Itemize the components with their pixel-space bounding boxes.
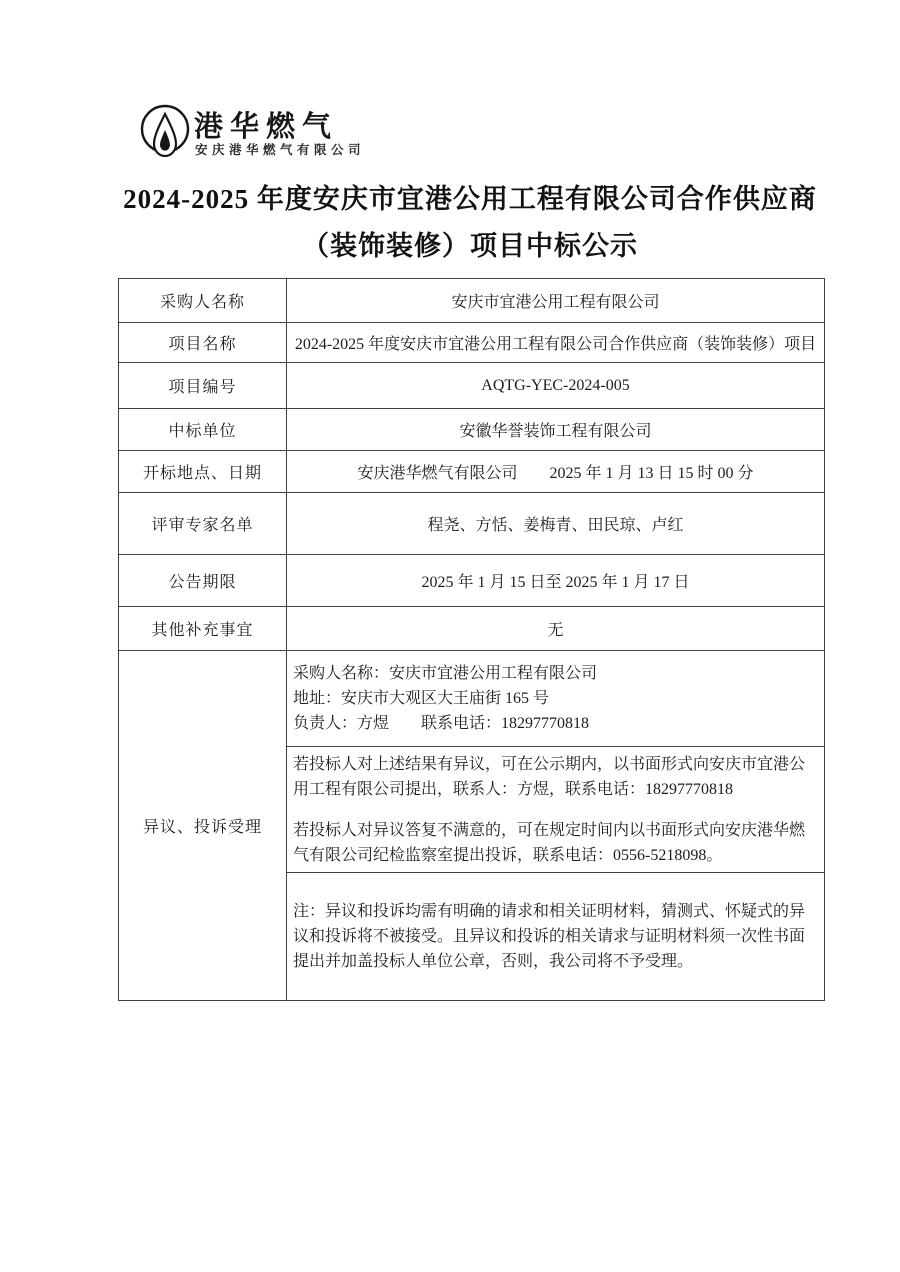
contact-line-address: 地址：安庆市大观区大王庙街 165 号 xyxy=(293,690,550,707)
table-row xyxy=(119,409,825,451)
row-label-objection: 异议、投诉受理 xyxy=(119,651,287,1001)
objection-contact-cell xyxy=(287,651,825,747)
page-title xyxy=(100,176,840,270)
row-label-purchaser: 采购人名称 xyxy=(119,279,287,323)
table-row xyxy=(119,651,825,747)
page-title-line2: （装饰装修）项目中标公示 xyxy=(302,231,638,261)
row-label-project-number: 项目编号 xyxy=(119,363,287,409)
row-label-publicity-period: 公告期限 xyxy=(119,555,287,607)
objection-procedure-cell xyxy=(287,747,825,873)
row-value-project-number: AQTG-YEC-2024-005 xyxy=(287,363,825,409)
towngas-logo xyxy=(140,96,540,168)
table-row xyxy=(119,493,825,555)
logo-brand-text: 港华燃气 xyxy=(194,111,339,143)
table-row xyxy=(119,363,825,409)
objection-note-cell xyxy=(287,873,825,1001)
contact-line-person-phone: 负责人：方煜 联系电话：18297770818 xyxy=(293,715,590,732)
procedure-paragraph-complaint: 若投标人对异议答复不满意的，可在规定时间内以书面形式向安庆港华燃气有限公司纪检监察室提出投诉，联系电话：0556-5218098。 xyxy=(293,821,806,864)
row-label-project-name: 项目名称 xyxy=(119,323,287,363)
row-label-winning-bidder: 中标单位 xyxy=(119,409,287,451)
row-label-opening-place-date: 开标地点、日期 xyxy=(119,451,287,493)
row-label-other-matters: 其他补充事宜 xyxy=(119,607,287,651)
page-title-line1: 2024-2025 年度安庆市宜港公用工程有限公司合作供应商 xyxy=(123,184,817,214)
row-value-opening-place-date: 安庆港华燃气有限公司 2025 年 1 月 13 日 15 时 00 分 xyxy=(287,451,825,493)
row-value-purchaser: 安庆市宜港公用工程有限公司 xyxy=(287,279,825,323)
row-value-winning-bidder: 安徽华誉装饰工程有限公司 xyxy=(287,409,825,451)
procedure-paragraph-objection: 若投标人对上述结果有异议，可在公示期内，以书面形式向安庆市宜港公用工程有限公司提出，联系人：方煜，联系电话：18297770818 xyxy=(293,755,806,798)
table-row xyxy=(119,607,825,651)
row-value-project-name: 2024-2025 年度安庆市宜港公用工程有限公司合作供应商（装饰装修）项目 xyxy=(287,323,825,363)
table-row xyxy=(119,323,825,363)
table-row xyxy=(119,279,825,323)
table-row xyxy=(119,451,825,493)
contact-line-purchaser: 采购人名称：安庆市宜港公用工程有限公司 xyxy=(293,665,598,682)
table-row xyxy=(119,555,825,607)
row-value-publicity-period: 2025 年 1 月 15 日至 2025 年 1 月 17 日 xyxy=(287,555,825,607)
flame-in-circle-icon xyxy=(140,104,192,166)
row-value-experts: 程尧、方恬、姜梅青、田民琼、卢红 xyxy=(287,493,825,555)
announcement-table xyxy=(118,278,825,1001)
logo-subtitle-text: 安庆港华燃气有限公司 xyxy=(195,143,366,157)
row-label-experts: 评审专家名单 xyxy=(119,493,287,555)
row-value-other-matters: 无 xyxy=(287,607,825,651)
note-paragraph: 注：异议和投诉均需有明确的请求和相关证明材料，猜测式、怀疑式的异议和投诉将不被接受。且异议和投诉的相关请求与证明材料须一次性书面提出并加盖投标人单位公章，否则，我公司将不予受理。 xyxy=(293,903,806,970)
